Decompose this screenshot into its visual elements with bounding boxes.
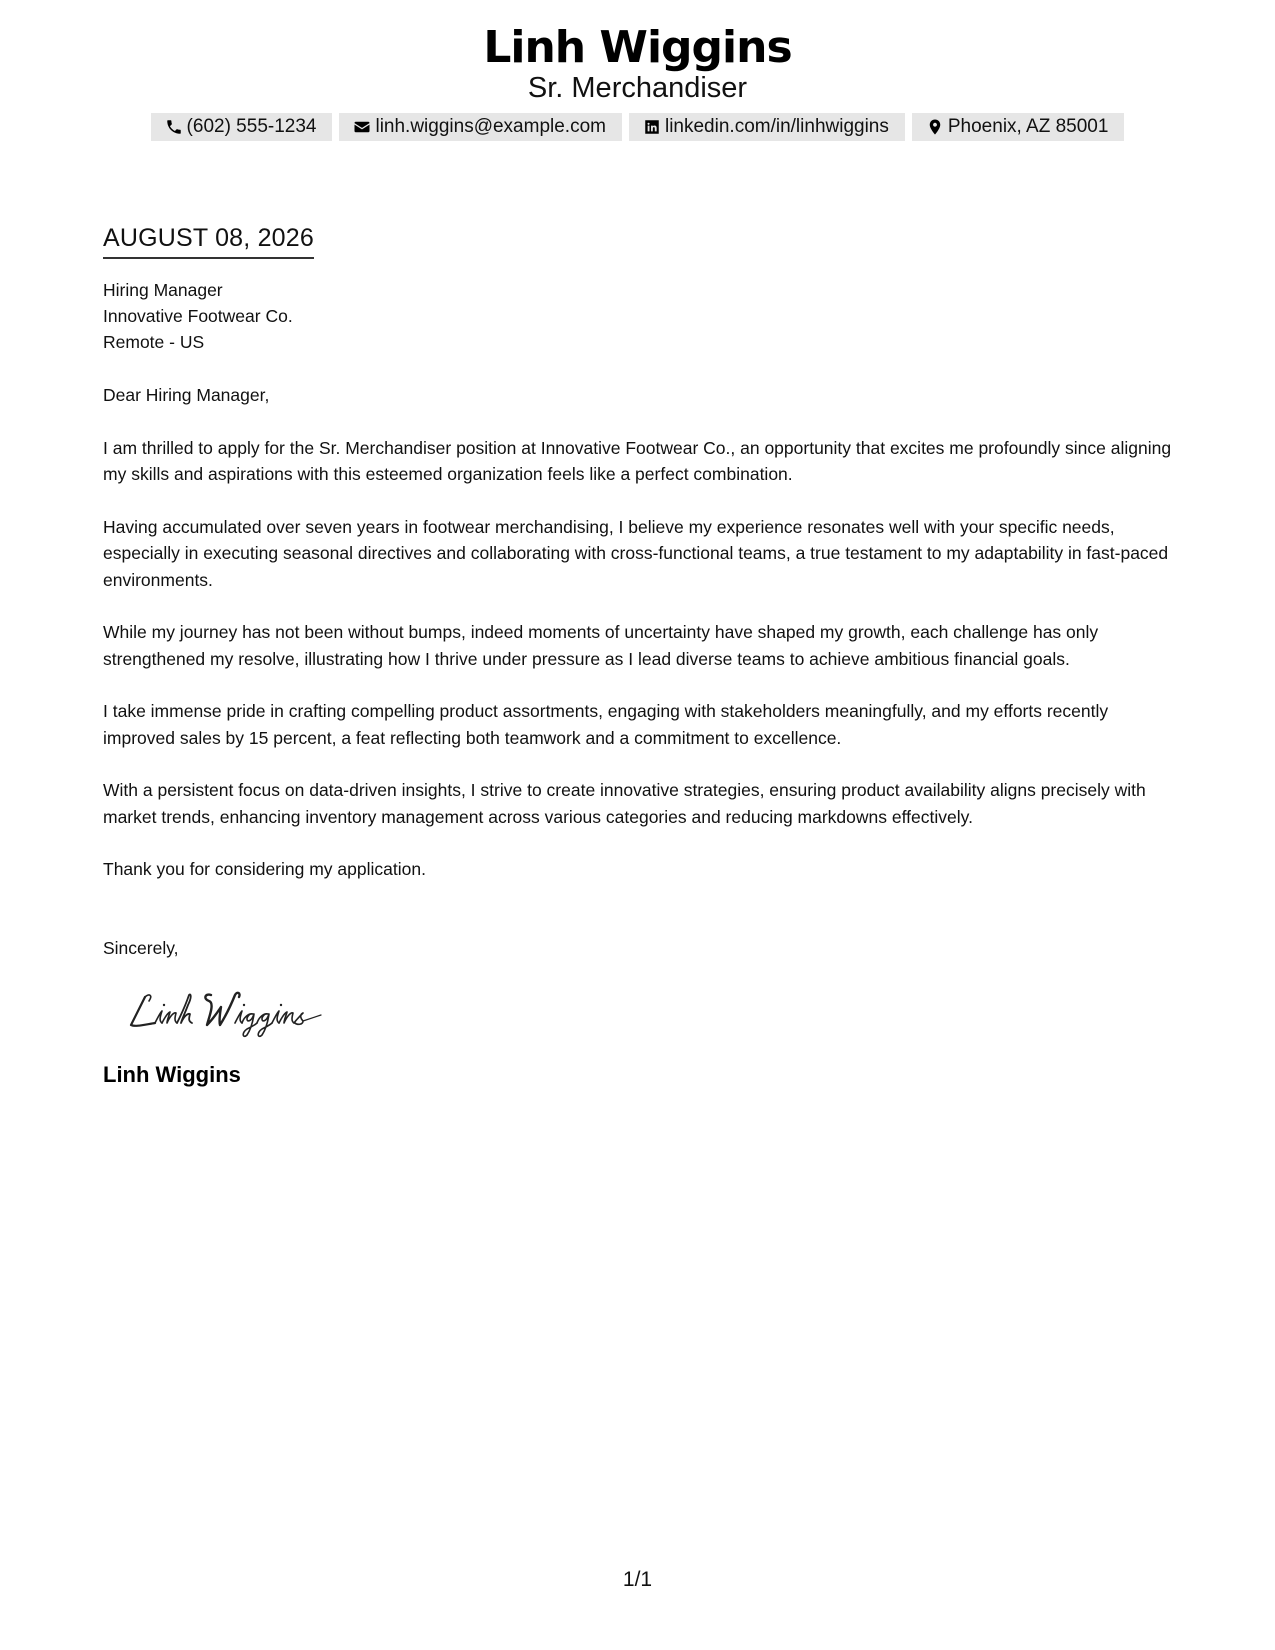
contact-location[interactable]: [912, 113, 1125, 141]
body-paragraph: With a persistent focus on data-driven insights, I strive to create innovative strategies, ensuring product availability aligns precisely with market trends, enhancing inventory management across various categories and reducing markdowns effectively.: [103, 780, 1146, 827]
signature-drawing: [125, 983, 345, 1039]
envelope-icon: [353, 118, 371, 136]
body-paragraph: While my journey has not been without bumps, indeed moments of uncertainty have shaped my growth, each challenge has only strengthened my resolve, illustrating how I thrive under pressure as I lead diverse teams to achieve ambitious financial goals.: [103, 622, 1099, 669]
contact-email[interactable]: [339, 113, 622, 141]
recipient-line: Hiring Manager: [103, 280, 223, 300]
contact-linkedin[interactable]: [629, 113, 905, 141]
applicant-title: Sr. Merchandiser: [527, 72, 748, 104]
handwritten-signature: [125, 983, 345, 1039]
page-number: 1/1: [622, 1568, 653, 1591]
letter-date: AUGUST 08, 2026: [103, 222, 314, 259]
body-paragraph: Having accumulated over seven years in footwear merchandising, I believe my experience resonates well with your specific needs, especially in executing seasonal directives and collaborating with cross-functional teams, a true testament to my adaptability in fast-paced environments.: [103, 516, 1169, 590]
contact-location-text: Phoenix, AZ 85001: [947, 116, 1109, 137]
letter-body: [103, 222, 1178, 1089]
linkedin-icon: [643, 118, 661, 136]
phone-icon: [165, 118, 183, 136]
contact-linkedin-text: linkedin.com/in/linhwiggins: [664, 116, 889, 137]
recipient-line: Innovative Footwear Co.: [103, 306, 293, 326]
body-paragraph: Thank you for considering my application.: [103, 859, 426, 879]
signer-name: Linh Wiggins: [103, 1062, 241, 1087]
map-pin-icon: [926, 118, 944, 136]
body-paragraph: I take immense pride in crafting compelling product assortments, engaging with stakeholders meaningfully, and my efforts recently improved sales by 15 percent, a feat reflecting both teamwork and a commitment to excellence.: [103, 701, 1109, 748]
contact-bar: [0, 113, 1275, 141]
body-paragraph: I am thrilled to apply for the Sr. Merchandiser position at Innovative Footwear Co., an opportunity that excites me profoundly since aligning my skills and aspirations with this esteemed organization feels like a perfect combination.: [103, 437, 1172, 484]
recipient-line: Remote - US: [103, 332, 205, 352]
salutation: Dear Hiring Manager,: [103, 385, 270, 405]
closing: Sincerely,: [103, 937, 179, 958]
contact-phone[interactable]: [151, 113, 333, 141]
applicant-name: Linh Wiggins: [483, 22, 792, 73]
recipient-block: [103, 277, 1178, 355]
contact-email-text: linh.wiggins@example.com: [375, 116, 606, 137]
letter-header: [0, 20, 1275, 141]
contact-phone-text: (602) 555-1234: [186, 116, 317, 137]
